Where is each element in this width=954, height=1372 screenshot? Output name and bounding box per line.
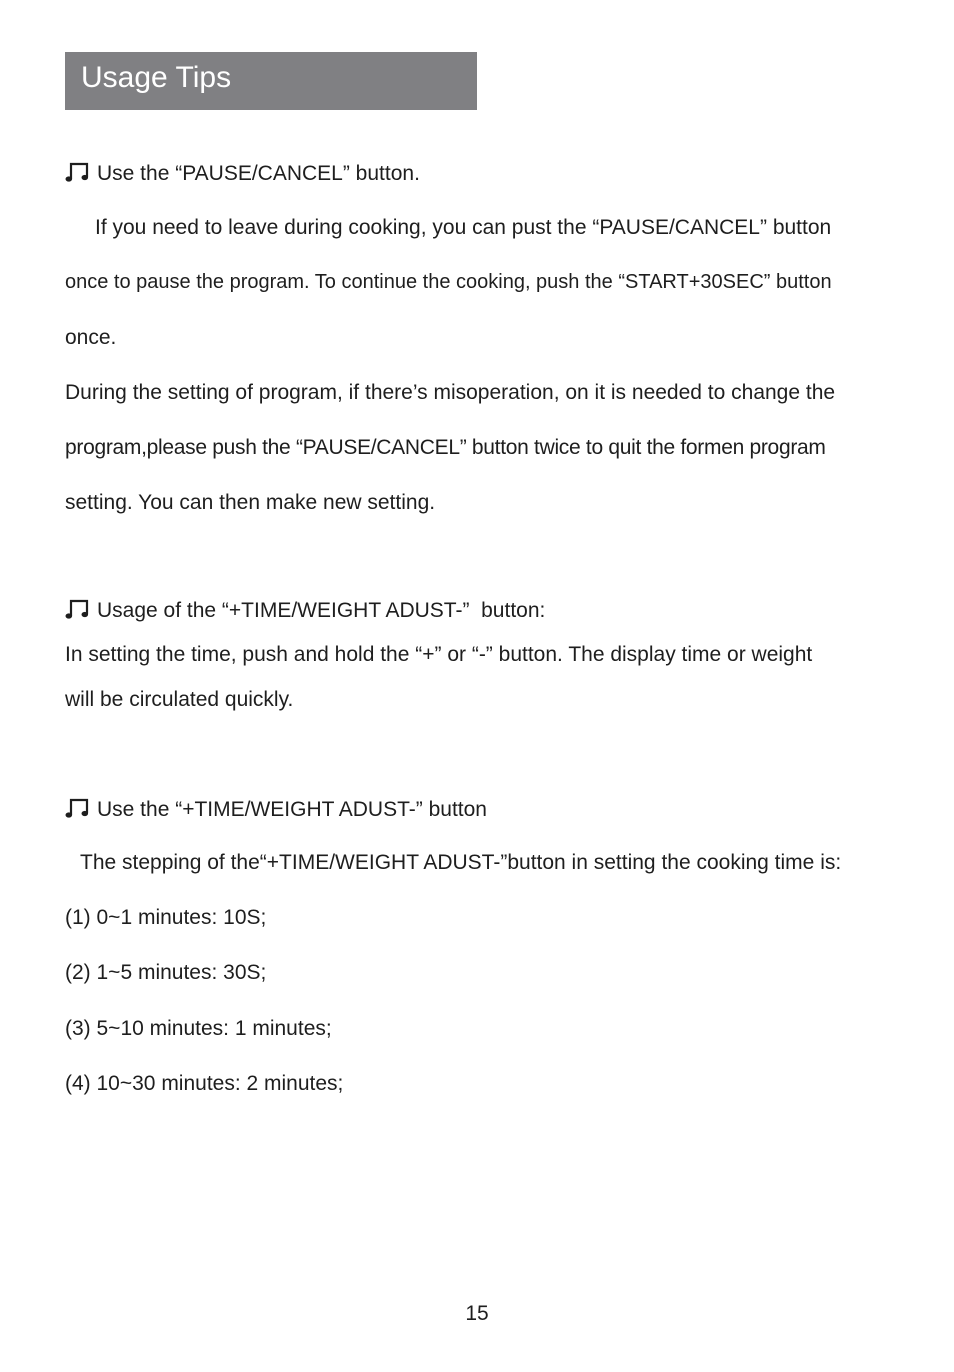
- music-note-icon: [65, 161, 91, 183]
- list-item: (2) 1~5 minutes: 30S;: [65, 961, 267, 984]
- paragraph-line: During the setting of program, if there’s misoperation, on it is needed to change the: [65, 381, 836, 404]
- section-heading-pause-cancel: [65, 161, 420, 184]
- paragraph-line: program,please push the “PAUSE/CANCEL” button twice to quit the formen program: [65, 436, 826, 459]
- paragraph-line: The stepping of the“+TIME/WEIGHT ADUST-”button in setting the cooking time is:: [80, 851, 842, 874]
- list-item: (4) 10~30 minutes: 2 minutes;: [65, 1072, 344, 1095]
- heading-text: Use the “+TIME/WEIGHT ADUST-” button: [97, 798, 487, 821]
- page-number: 15: [465, 1302, 489, 1325]
- paragraph-line: once to pause the program. To continue the cooking, push the “START+30SEC” button: [65, 271, 832, 293]
- paragraph-line: once.: [65, 326, 117, 349]
- paragraph-line: will be circulated quickly.: [65, 688, 294, 711]
- heading-text: Use the “PAUSE/CANCEL” button.: [97, 162, 420, 185]
- section-heading-time-weight-stepping: [65, 797, 487, 820]
- paragraph-line: In setting the time, push and hold the “+” or “-” button. The display time or weight: [65, 643, 813, 666]
- section-title-bar: [65, 52, 477, 110]
- section-heading-time-weight-usage: [65, 598, 545, 621]
- heading-text: Usage of the “+TIME/WEIGHT ADUST-” button:: [97, 599, 546, 622]
- list-item: (1) 0~1 minutes: 10S;: [65, 906, 267, 929]
- music-note-icon: [65, 598, 91, 620]
- paragraph-line: If you need to leave during cooking, you can pust the “PAUSE/CANCEL” button: [95, 216, 832, 239]
- paragraph-line: setting. You can then make new setting.: [65, 491, 436, 514]
- list-item: (3) 5~10 minutes: 1 minutes;: [65, 1017, 332, 1040]
- page-title: Usage Tips: [81, 61, 232, 94]
- music-note-icon: [65, 797, 91, 819]
